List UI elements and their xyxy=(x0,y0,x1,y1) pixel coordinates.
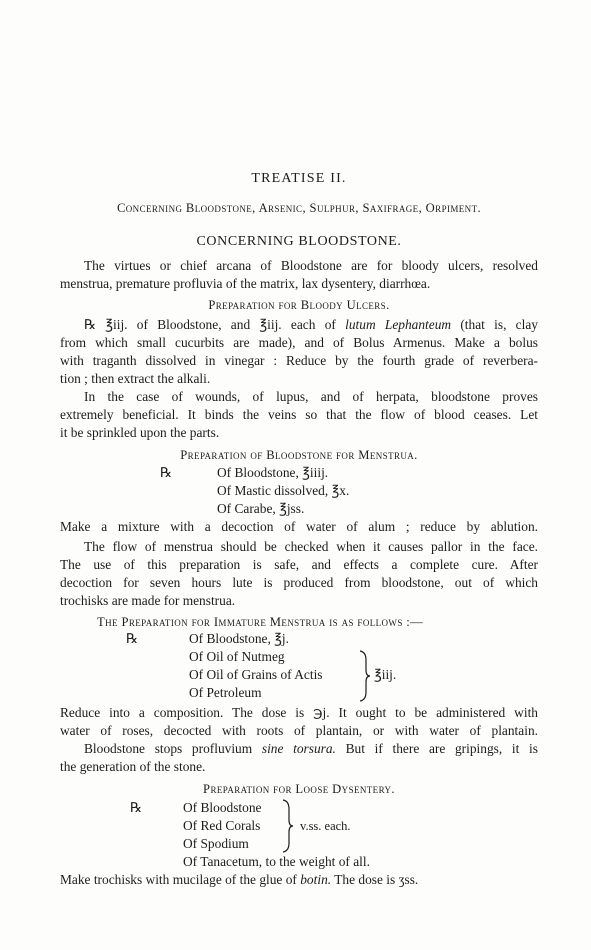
section-title: CONCERNING BLOODSTONE. xyxy=(196,234,402,249)
paragraph-line: In the case of wounds, of lupus, and of herpata, bloodstone proves xyxy=(84,389,538,404)
recipe-item: Of Red Corals xyxy=(183,818,261,833)
paragraph-line: Reduce into a composition. The dose is ℈j. It ought to be administered with xyxy=(60,705,538,720)
paragraph-line xyxy=(60,740,538,758)
paragraph-line: extremely beneficial. It binds the veins so that the flow of blood ceases. Let xyxy=(60,407,538,422)
section-heading-loose-dysentery: Preparation for Loose Dysentery. xyxy=(203,782,395,796)
right-brace-icon xyxy=(281,799,295,853)
text-run: But if there are gripings, it is xyxy=(335,741,538,756)
treatise-subtitle: Concerning Bloodstone, Arsenic, Sulphur, Saxifrage, Orpiment. xyxy=(116,201,482,215)
section-heading-menstrua: Preparation of Bloodstone for Menstrua. xyxy=(180,448,418,462)
recipe-amount: v.ss. each. xyxy=(300,819,351,833)
recipe-symbol: ℞ xyxy=(126,631,139,646)
text-run: ℞ ℥iij. of Bloodstone, and ℥iij. each of xyxy=(84,317,346,332)
treatise-title: TREATISE II. xyxy=(251,171,347,186)
intro-line: The virtues or chief arcana of Bloodstone are for bloody ulcers, resolved xyxy=(84,258,538,273)
paragraph-line: it be sprinkled upon the parts. xyxy=(60,425,220,440)
italic-text: lutum Lephanteum xyxy=(345,317,452,332)
recipe-symbol: ℞ xyxy=(130,800,143,815)
recipe-item: Of Petroleum xyxy=(189,685,262,700)
section-heading-immature-menstrua: The Preparation for Immature Menstrua is as follows :— xyxy=(97,615,424,629)
text-run: (that is, clay xyxy=(451,317,538,332)
paragraph-line: decoction for seven hours lute is produced from bloodstone, out of which xyxy=(60,575,538,590)
recipe-item: Of Carabe, ℥jss. xyxy=(217,501,305,516)
italic-text: botin. xyxy=(300,872,332,887)
recipe-amount: ℥iij. xyxy=(374,667,397,682)
paragraph-line: water of roses, decocted with roots of plantain, or with water of plantain. xyxy=(60,723,538,738)
paragraph-line: tion ; then extract the alkali. xyxy=(60,371,211,386)
paragraph-line: Make a mixture with a decoction of water of alum ; reduce by ablution. xyxy=(60,519,538,534)
recipe-item: Of Oil of Nutmeg xyxy=(189,649,285,664)
recipe-item: Of Bloodstone, ℥iiij. xyxy=(217,465,329,480)
recipe-item: Of Spodium xyxy=(183,836,249,851)
italic-text: sine torsura. xyxy=(261,741,336,756)
recipe-item: Of Tanacetum, to the weight of all. xyxy=(183,854,370,869)
recipe-item: Of Bloodstone, ℥j. xyxy=(189,631,289,646)
recipe-symbol: ℞ xyxy=(160,465,173,480)
paragraph-line: the generation of the stone. xyxy=(60,759,206,774)
text-run: Bloodstone stops profluvium xyxy=(84,741,262,756)
text-run: Make trochisks with mucilage of the glue of xyxy=(60,872,301,887)
paragraph-line: trochisks are made for menstrua. xyxy=(60,593,236,608)
right-brace-icon xyxy=(358,650,372,702)
paragraph-line: from which small cucurbits are made), and of Bolus Armenus. Make a bolus xyxy=(60,335,538,350)
intro-line: menstrua, premature profluvia of the matrix, lax dysentery, diarrhœa. xyxy=(60,276,431,291)
recipe-item: Of Bloodstone xyxy=(183,800,262,815)
text-run: The dose is ʒss. xyxy=(331,872,419,887)
paragraph-line: The use of this preparation is safe, and effects a complete cure. After xyxy=(60,557,538,572)
paragraph-line: with traganth dissolved in vinegar : Reduce by the fourth grade of reverbera- xyxy=(60,353,538,368)
recipe-item: Of Oil of Grains of Actis xyxy=(189,667,323,682)
recipe-item: Of Mastic dissolved, ℥x. xyxy=(217,483,350,498)
paragraph-line xyxy=(60,871,418,889)
section-heading-bloody-ulcers: Preparation for Bloody Ulcers. xyxy=(208,298,390,312)
paragraph-line: The flow of menstrua should be checked when it causes pallor in the face. xyxy=(84,539,538,554)
paragraph-line xyxy=(60,316,538,334)
